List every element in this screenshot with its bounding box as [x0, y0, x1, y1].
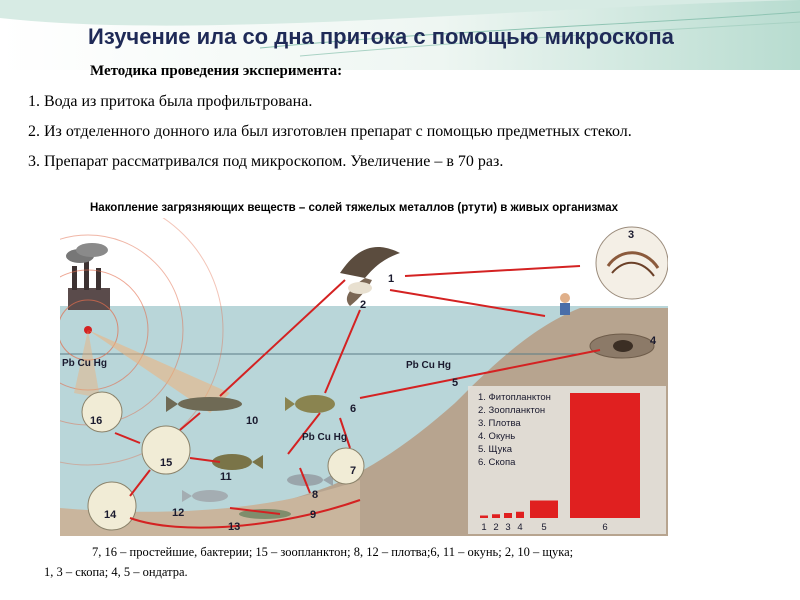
bar-4	[516, 512, 524, 518]
num-10: 10	[246, 415, 259, 427]
num-15: 15	[160, 457, 173, 469]
step-2: 2. Из отделенного донного ила был изготовлен препарат с помощью предметных стекол.	[28, 123, 632, 140]
legend-item-6: 6. Скопа	[478, 457, 516, 468]
caption-line-1: 7, 16 – простейшие, бактерии; 15 – зоопланктон; 8, 12 – плотва;6, 11 – окунь; 2, 10 – щука;	[92, 545, 574, 559]
bioaccumulation-diagram	[60, 218, 668, 536]
bar-2	[492, 514, 500, 518]
num-11: 11	[220, 471, 232, 483]
bar-1	[480, 516, 488, 519]
protozoa-circle	[328, 448, 364, 484]
bar-label-5: 5	[541, 522, 547, 533]
fisherman-icon	[560, 293, 570, 315]
step-3: 3. Препарат рассматривался под микроскопом. Увеличение – в 70 раз.	[28, 153, 504, 170]
bar-6	[570, 393, 640, 518]
num-5: 5	[452, 377, 459, 389]
bar-5	[530, 501, 558, 519]
num-8: 8	[312, 489, 319, 501]
num-9: 9	[310, 509, 317, 521]
num-14: 14	[104, 509, 117, 521]
legend-item-1: 1. Фитопланктон	[478, 392, 551, 403]
num-4: 4	[650, 335, 657, 347]
legend-item-5: 5. Щука	[478, 444, 513, 455]
metals-label-1: Pb Cu Hg	[62, 358, 107, 369]
num-13: 13	[228, 521, 241, 533]
num-2: 2	[360, 299, 367, 311]
phytoplankton-circle	[88, 482, 136, 530]
method-subtitle: Методика проведения эксперимента:	[90, 63, 343, 79]
metals-label-3: Pb Cu Hg	[406, 360, 451, 371]
diagram-title: Накопление загрязняющих веществ – солей тяжелых металлов (ртути) в живых организмах	[90, 202, 619, 214]
bar-label-6: 6	[602, 522, 608, 533]
bar-label-1: 1	[481, 522, 487, 533]
num-16: 16	[90, 415, 103, 427]
num-6: 6	[350, 403, 357, 415]
num-1: 1	[388, 273, 395, 285]
legend-item-3: 3. Плотва	[478, 418, 521, 429]
bar-3	[504, 513, 512, 518]
caption-line-2: 1, 3 – скопа; 4, 5 – ондатра.	[44, 565, 188, 579]
num-7: 7	[350, 465, 357, 477]
num-3: 3	[628, 229, 635, 241]
legend-item-2: 2. Зоопланктон	[478, 405, 546, 416]
step-1: 1. Вода из притока была профильтрована.	[28, 93, 313, 110]
bar-label-2: 2	[493, 522, 499, 533]
metals-label-2: Pb Cu Hg	[302, 432, 347, 443]
legend-item-4: 4. Окунь	[478, 431, 516, 442]
page-title: Изучение ила со дна притока с помощью микроскопа	[88, 24, 674, 49]
bar-label-3: 3	[505, 522, 511, 533]
num-12: 12	[172, 507, 185, 519]
bar-label-4: 4	[517, 522, 523, 533]
